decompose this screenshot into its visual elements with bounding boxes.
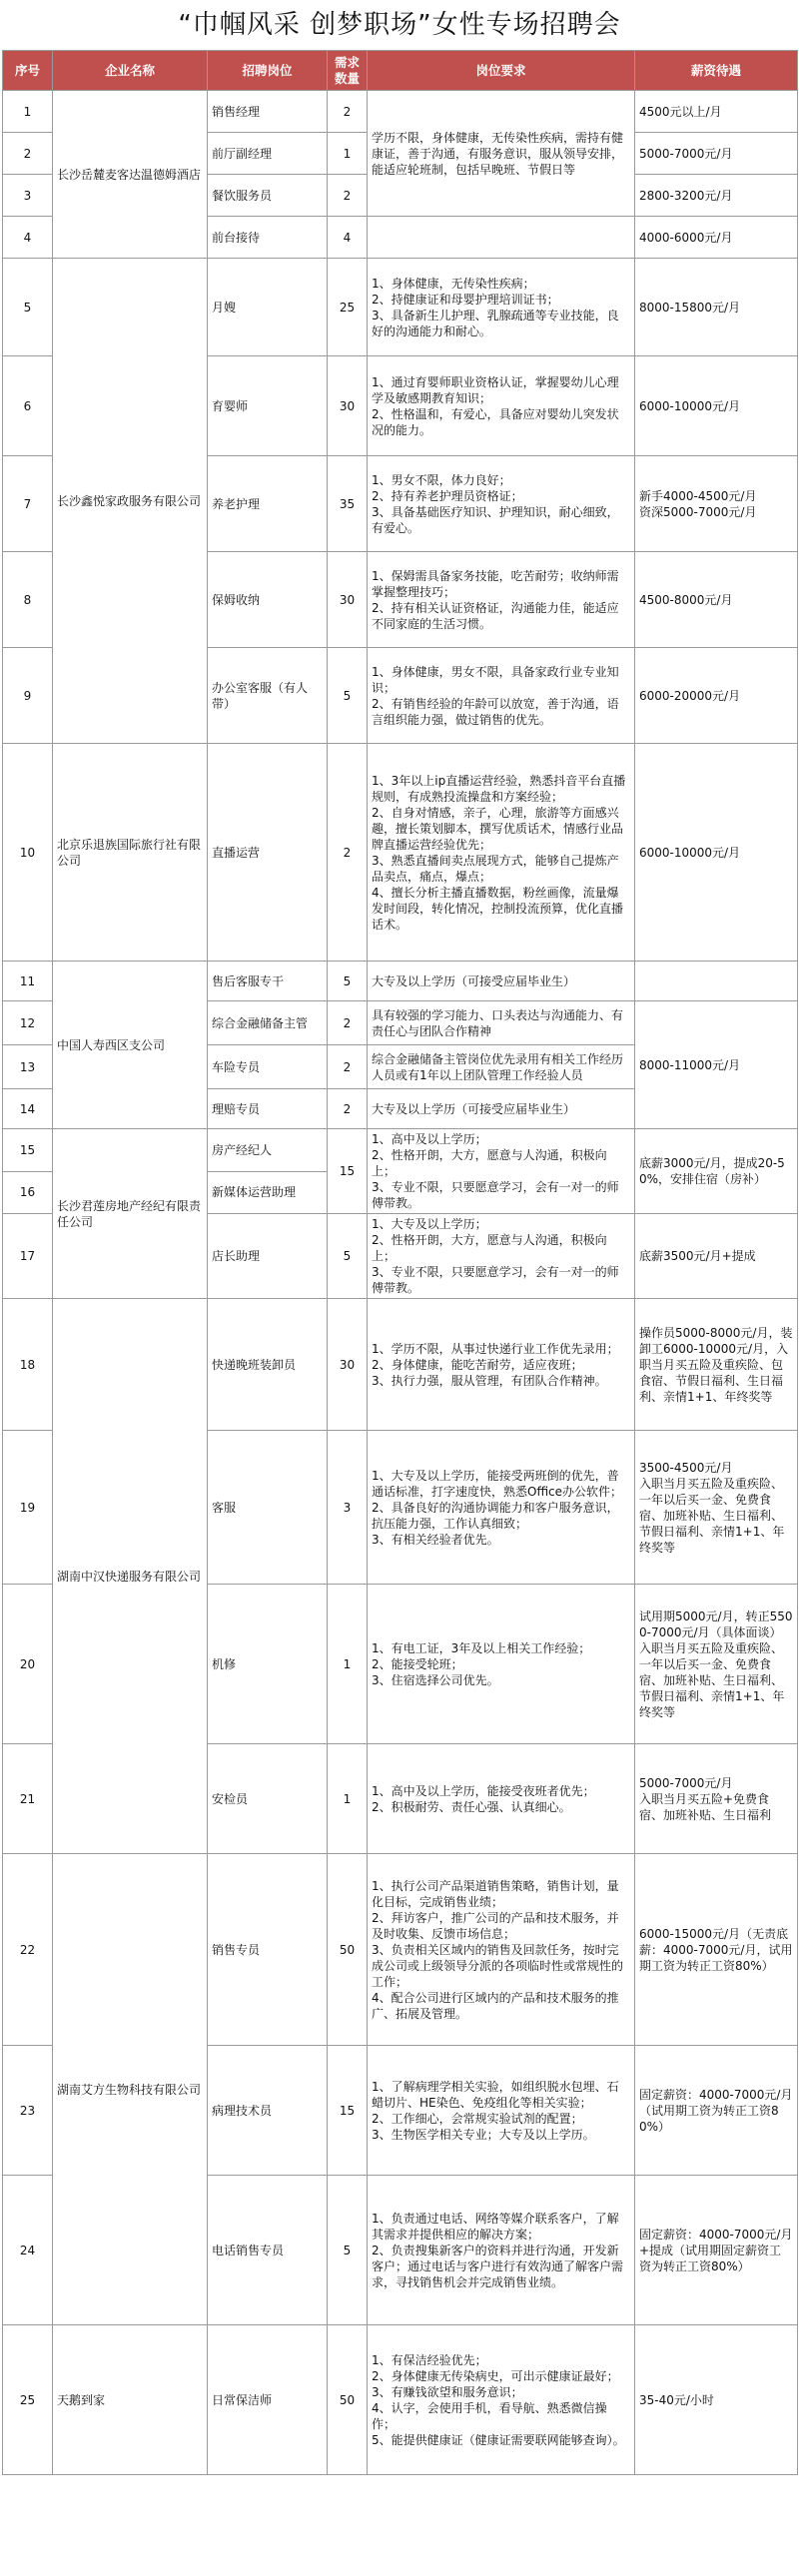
requirements: 1、身体健康，男女不限，具备家政行业专业知识； 2、有销售经验的年龄可以放宽，善于沟通，语言组织能力强，做过销售的优先。 — [368, 648, 635, 744]
position: 育婴师 — [208, 356, 328, 456]
count: 2 — [328, 744, 368, 962]
header-salary: 薪资待遇 — [635, 51, 798, 91]
position: 办公室客服（有人带） — [208, 648, 328, 744]
header-count: 需求数量 — [328, 51, 368, 91]
table-row — [3, 744, 798, 962]
requirements: 1、3年以上ip直播运营经验，熟悉抖音平台直播规则，有成熟投流操盘和方案经验； 2、自身对情感，亲子，心理，旅游等方面感兴趣，擅长策划脚本，撰写优质话术，情感行业品牌直播运营经验优先； 3、熟悉直播间卖点展现方式，能够自己提炼产品卖点，痛点，爆点； 4、擅长分析主播直播数据，粉丝画像，流量爆发时间段，转化情况，控制投流预算，优化直播话术。 — [368, 744, 635, 962]
count: 30 — [328, 1299, 368, 1431]
header-row — [3, 51, 798, 91]
page-title: “巾帼风采 创梦职场”女性专场招聘会 — [178, 10, 621, 40]
requirements: 1、保姆需具备家务技能，吃苦耐劳；收纳师需掌握整理技巧； 2、持有相关认证资格证，沟通能力佳，能适应不同家庭的生活习惯。 — [368, 552, 635, 648]
position: 理赔专员 — [208, 1089, 328, 1129]
salary: 6000-20000元/月 — [635, 648, 798, 744]
requirements: 大专及以上学历（可接受应届毕业生） — [368, 962, 635, 1001]
requirements: 1、有保洁经验优先； 2、身体健康无传染病史，可出示健康证最好； 3、有赚钱欲望和服务意识； 4、认字，会使用手机，看导航、熟悉微信操作； 5、能提供健康证（健康证需要联网能够查询）。 — [368, 2325, 635, 2475]
salary: 5000-7000元/月 — [635, 133, 798, 175]
row-index: 18 — [3, 1299, 53, 1431]
table-row — [3, 1129, 798, 1172]
requirements: 综合金融储备主管岗位优先录用有相关工作经历人员或有1年以上团队管理工作经验人员 — [368, 1045, 635, 1089]
count: 15 — [328, 2046, 368, 2176]
row-index: 9 — [3, 648, 53, 744]
count: 1 — [328, 133, 368, 175]
count: 2 — [328, 1045, 368, 1089]
position: 机修 — [208, 1585, 328, 1744]
salary: 8000-15800元/月 — [635, 259, 798, 356]
row-index: 4 — [3, 217, 53, 259]
table-row — [3, 2325, 798, 2475]
salary — [635, 962, 798, 1001]
row-index: 16 — [3, 1171, 53, 1214]
position: 销售经理 — [208, 91, 328, 133]
row-index: 22 — [3, 1854, 53, 2046]
salary: 35-40元/小时 — [635, 2325, 798, 2475]
header-company: 企业名称 — [53, 51, 208, 91]
requirements: 1、了解病理学相关实验，如组织脱水包埋、石蜡切片、HE染色、免疫组化等相关实验； 2、工作细心，会常规实验试剂的配置； 3、生物医学相关专业；大专及以上学历。 — [368, 2046, 635, 2176]
salary: 6000-15000元/月（无责底薪：4000-7000元/月，试用期工资为转正工资80%） — [635, 1854, 798, 2046]
salary: 试用期5000元/月，转正5500-7000元/月（具体面谈） 入职当月买五险及重疾险、一年以后买一金、免费食宿、加班补贴、生日福利、节假日福利、亲情1+1、年终奖等 — [635, 1585, 798, 1744]
requirements: 大专及以上学历（可接受应届毕业生） — [368, 1089, 635, 1129]
company-name: 中国人寿西区支公司 — [53, 962, 208, 1129]
count: 1 — [328, 1585, 368, 1744]
count: 5 — [328, 1214, 368, 1299]
count: 2 — [328, 1089, 368, 1129]
count: 3 — [328, 1431, 368, 1585]
count: 35 — [328, 456, 368, 552]
row-index: 14 — [3, 1089, 53, 1129]
row-index: 12 — [3, 1001, 53, 1045]
salary: 4500-8000元/月 — [635, 552, 798, 648]
count: 50 — [328, 2325, 368, 2475]
table-row — [3, 259, 798, 356]
row-index: 3 — [3, 175, 53, 217]
row-index: 8 — [3, 552, 53, 648]
requirements: 1、执行公司产品渠道销售策略，销售计划，量化目标，完成销售业绩； 2、拜访客户，推广公司的产品和技术服务，并及时收集、反馈市场信息； 3、负责相关区域内的销售及回款任务，按时完成公司或上级领导分派的各项临时性或常规性的工作； 4、配合公司进行区域内的产品和技术服务的推广、拓展及管理。 — [368, 1854, 635, 2046]
salary: 6000-10000元/月 — [635, 744, 798, 962]
salary: 6000-10000元/月 — [635, 356, 798, 456]
position: 客服 — [208, 1431, 328, 1585]
row-index: 6 — [3, 356, 53, 456]
row-index: 2 — [3, 133, 53, 175]
position: 日常保洁师 — [208, 2325, 328, 2475]
count: 2 — [328, 175, 368, 217]
salary: 底薪3000元/月，提成20-50%，安排住宿（房补） — [635, 1129, 798, 1214]
count: 5 — [328, 648, 368, 744]
position: 安检员 — [208, 1744, 328, 1854]
requirements: 1、大专及以上学历； 2、性格开朗，大方，愿意与人沟通，积极向上； 3、专业不限，只要愿意学习，会有一对一的师傅带教。 — [368, 1214, 635, 1299]
salary: 5000-7000元/月 入职当月买五险+免费食宿、加班补贴、生日福利 — [635, 1744, 798, 1854]
requirements — [368, 217, 635, 259]
count: 2 — [328, 1001, 368, 1045]
salary: 固定薪资：4000-7000元/月（试用期工资为转正工资80%） — [635, 2046, 798, 2176]
row-index: 10 — [3, 744, 53, 962]
position: 直播运营 — [208, 744, 328, 962]
row-index: 25 — [3, 2325, 53, 2475]
requirements: 学历不限，身体健康，无传染性疾病，需持有健康证，善于沟通，有服务意识，服从领导安排，能适应轮班制，包括早晚班、节假日等 — [368, 91, 635, 217]
salary: 底薪3500元/月+提成 — [635, 1214, 798, 1299]
salary: 2800-3200元/月 — [635, 175, 798, 217]
position: 店长助理 — [208, 1214, 328, 1299]
position: 保姆收纳 — [208, 552, 328, 648]
company-name: 湖南艾方生物科技有限公司 — [53, 1854, 208, 2325]
requirements: 1、通过育婴师职业资格认证，掌握婴幼儿心理学及敏感期教育知识； 2、性格温和，有爱心，具备应对婴幼儿突发状况的能力。 — [368, 356, 635, 456]
requirements: 1、学历不限，从事过快递行业工作优先录用； 2、身体健康，能吃苦耐劳，适应夜班； 3、执行力强，服从管理，有团队合作精神。 — [368, 1299, 635, 1431]
position: 病理技术员 — [208, 2046, 328, 2176]
row-index: 20 — [3, 1585, 53, 1744]
position: 月嫂 — [208, 259, 328, 356]
requirements: 1、负责通过电话、网络等媒介联系客户，了解其需求并提供相应的解决方案； 2、负责搜集新客户的资料并进行沟通，开发新客户；通过电话与客户进行有效沟通了解客户需求，寻找销售机会并完成销售业绩。 — [368, 2176, 635, 2325]
company-name: 湖南中汉快递服务有限公司 — [53, 1299, 208, 1854]
position: 前台接待 — [208, 217, 328, 259]
position: 售后客服专干 — [208, 962, 328, 1001]
salary: 操作员5000-8000元/月，装卸工6000-10000元/月，入职当月买五险及重疾险、包食宿、节假日福利、生日福利、亲情1+1、年终奖等 — [635, 1299, 798, 1431]
table-row — [3, 962, 798, 1001]
table-row — [3, 1299, 798, 1431]
position: 养老护理 — [208, 456, 328, 552]
requirements: 1、身体健康，无传染性疾病； 2、持健康证和母婴护理培训证书； 3、具备新生儿护理、乳腺疏通等专业技能，良好的沟通能力和耐心。 — [368, 259, 635, 356]
row-index: 15 — [3, 1129, 53, 1172]
position: 前厅副经理 — [208, 133, 328, 175]
company-name: 天鹅到家 — [53, 2325, 208, 2475]
requirements: 1、大专及以上学历，能接受两班倒的优先，普通话标准，打字速度快，熟悉Office办公软件； 2、具备良好的沟通协调能力和客户服务意识，抗压能力强，工作认真细致； 3、有相关经验者优先。 — [368, 1431, 635, 1585]
count: 5 — [328, 2176, 368, 2325]
salary: 4500元以上/月 — [635, 91, 798, 133]
company-name: 北京乐退族国际旅行社有限公司 — [53, 744, 208, 962]
position: 综合金融储备主管 — [208, 1001, 328, 1045]
row-index: 19 — [3, 1431, 53, 1585]
salary: 4000-6000元/月 — [635, 217, 798, 259]
requirements: 1、高中及以上学历； 2、性格开朗，大方，愿意与人沟通，积极向上； 3、专业不限，只要愿意学习，会有一对一的师傅带教。 — [368, 1129, 635, 1214]
company-name: 长沙鑫悦家政服务有限公司 — [53, 259, 208, 744]
count: 2 — [328, 91, 368, 133]
salary: 8000-11000元/月 — [635, 1001, 798, 1129]
position: 电话销售专员 — [208, 2176, 328, 2325]
row-index: 1 — [3, 91, 53, 133]
row-index: 23 — [3, 2046, 53, 2176]
header-position: 招聘岗位 — [208, 51, 328, 91]
count: 5 — [328, 962, 368, 1001]
position: 销售专员 — [208, 1854, 328, 2046]
table-row — [3, 1854, 798, 2046]
count: 25 — [328, 259, 368, 356]
count: 50 — [328, 1854, 368, 2046]
count: 4 — [328, 217, 368, 259]
count: 30 — [328, 356, 368, 456]
row-index: 5 — [3, 259, 53, 356]
position: 车险专员 — [208, 1045, 328, 1089]
count: 1 — [328, 1744, 368, 1854]
count: 15 — [328, 1129, 368, 1214]
count: 30 — [328, 552, 368, 648]
row-index: 7 — [3, 456, 53, 552]
salary: 新手4000-4500元/月 资深5000-7000元/月 — [635, 456, 798, 552]
company-name: 长沙君莲房地产经纪有限责任公司 — [53, 1129, 208, 1299]
company-name: 长沙岳麓麦客达温德姆酒店 — [53, 91, 208, 259]
position: 房产经纪人 — [208, 1129, 328, 1172]
salary: 固定薪资：4000-7000元/月+提成（试用期固定薪资工资为转正工资80%） — [635, 2176, 798, 2325]
row-index: 17 — [3, 1214, 53, 1299]
row-index: 11 — [3, 962, 53, 1001]
table-row — [3, 91, 798, 133]
requirements: 具有较强的学习能力、口头表达与沟通能力、有责任心与团队合作精神 — [368, 1001, 635, 1045]
position: 新媒体运营助理 — [208, 1171, 328, 1214]
position: 快递晚班装卸员 — [208, 1299, 328, 1431]
requirements: 1、高中及以上学历，能接受夜班者优先； 2、积极耐劳、责任心强、认真细心。 — [368, 1744, 635, 1854]
salary: 3500-4500元/月 入职当月买五险及重疾险、一年以后买一金、免费食宿、加班补贴、生日福利、节假日福利、亲情1+1、年终奖等 — [635, 1431, 798, 1585]
row-index: 24 — [3, 2176, 53, 2325]
requirements: 1、男女不限，体力良好； 2、持有养老护理员资格证； 3、具备基础医疗知识、护理知识，耐心细致，有爱心。 — [368, 456, 635, 552]
row-index: 21 — [3, 1744, 53, 1854]
header-index: 序号 — [3, 51, 53, 91]
requirements: 1、有电工证，3年及以上相关工作经验； 2、能接受轮班； 3、住宿选择公司优先。 — [368, 1585, 635, 1744]
header-requirements: 岗位要求 — [368, 51, 635, 91]
row-index: 13 — [3, 1045, 53, 1089]
position: 餐饮服务员 — [208, 175, 328, 217]
job-table — [2, 50, 798, 2475]
